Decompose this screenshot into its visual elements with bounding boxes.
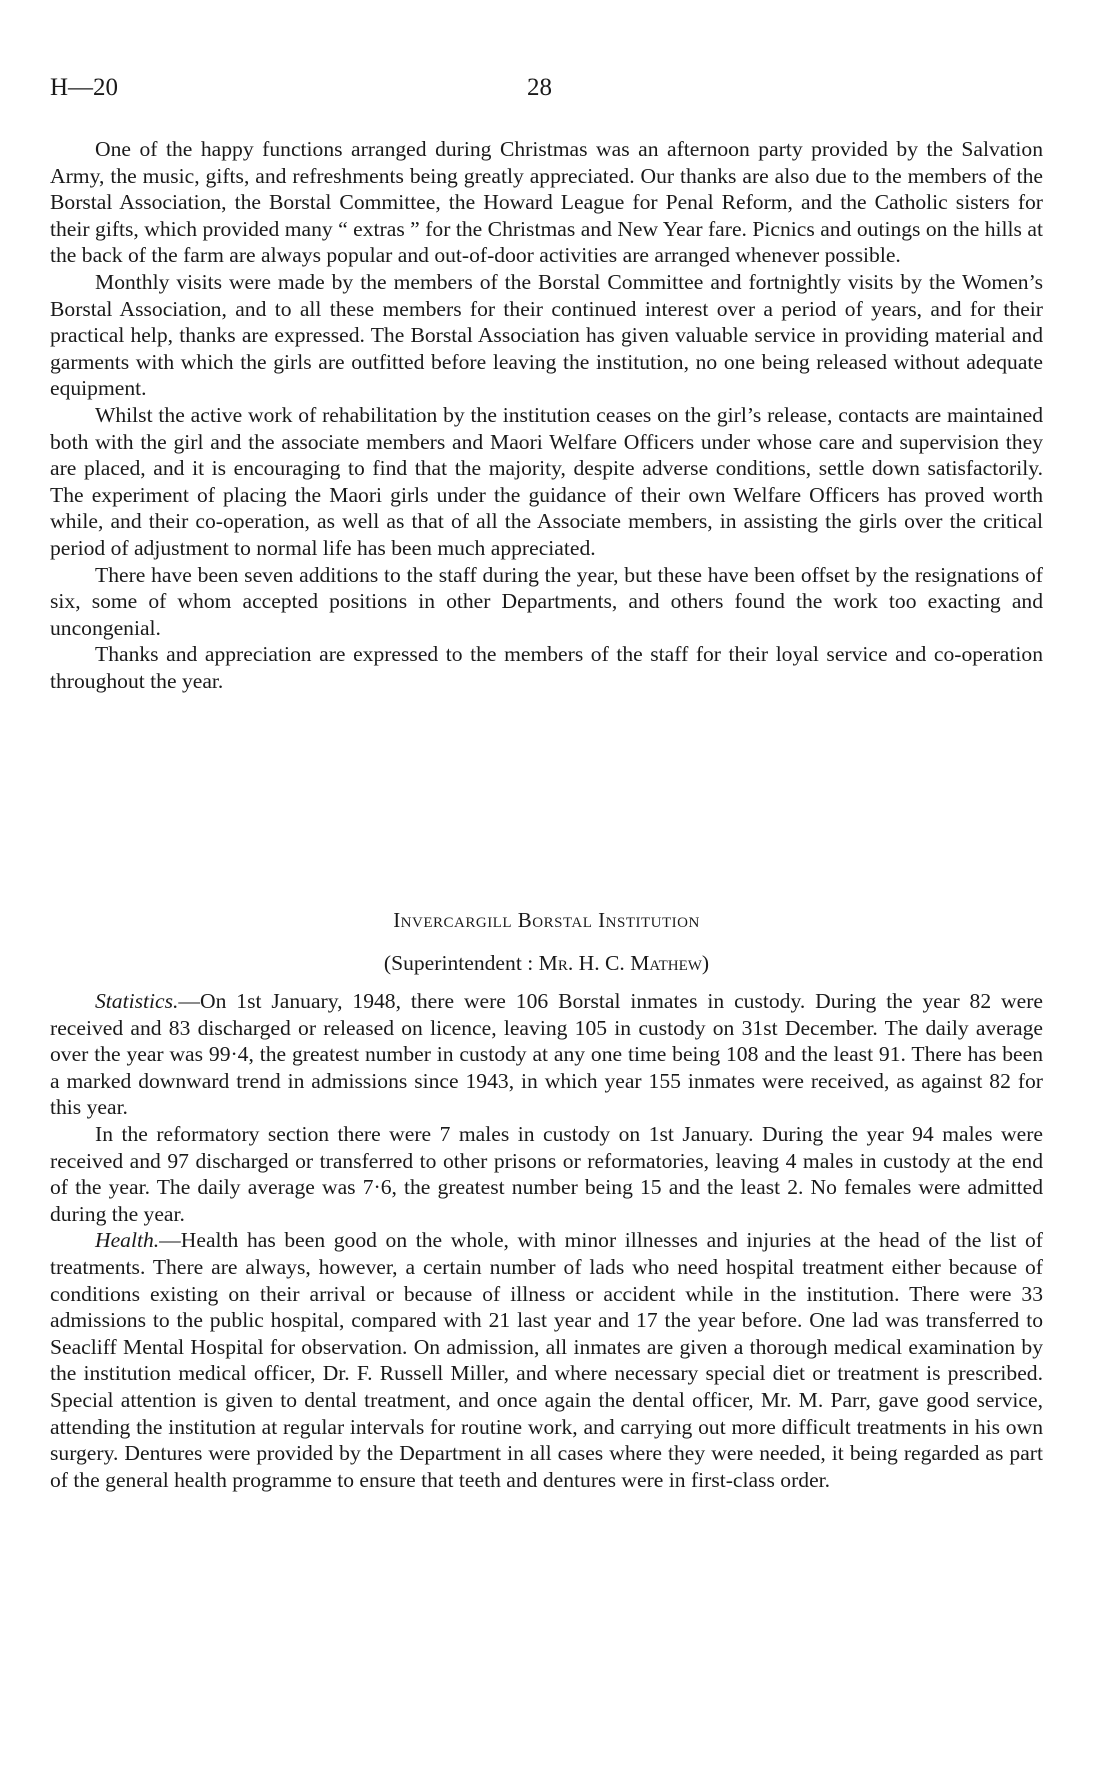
page-number: 28: [527, 74, 552, 101]
paragraph: One of the happy functions arranged during Christmas was an afternoon party provided by the Salvation Army, the music, gifts, and refreshments being greatly appreciated. Our thanks are also due to the members of the Borstal Association, the Borstal Committee, the Howard League for Penal Reform, and the Catholic sisters for their gifts, which provided many “ extras ” for the Christmas and New Year fare. Picnics and outings on the hills at the back of the farm are always popular and out-of-door activities are arranged whenever possible.: [50, 137, 1043, 268]
superintendent-label: (Superintendent :: [383, 951, 539, 975]
paragraph: [50, 1227, 1043, 1493]
body-text-bottom: [50, 988, 1043, 1493]
page-header: [50, 70, 1064, 106]
superintendent-name: Mr. H. C. Mathew: [538, 951, 702, 975]
paragraph: [50, 1121, 1043, 1227]
paragraph: [50, 988, 1043, 1121]
paragraph-text: —On 1st January, 1948, there were 106 Borstal inmates in custody. During the year 82 were received and 83 discharged or released on licence, leaving 105 in custody on 31st December. The daily average over the year was 99·4, the greatest number in custody at any one time being 108 and the least 91. There has been a marked downward trend in admissions since 1943, in which year 155 inmates were received, as against 82 for this year.: [50, 989, 1043, 1120]
run-in-heading: Health.: [95, 1228, 160, 1253]
section-heading: Invercargill Borstal Institution: [393, 908, 700, 932]
subheading-close: ): [701, 951, 710, 975]
paragraph: Thanks and appreciation are expressed to the members of the staff for their loyal service and co-operation throughout the year.: [50, 642, 1043, 693]
paragraph: Whilst the active work of rehabilitation by the institution ceases on the girl’s release, contacts are maintained both with the girl and the associate members and Maori Welfare Officers under whose care and supervision they are placed, and it is encouraging to find that the majority, despite adverse conditions, settle down satisfactorily. The experiment of placing the Maori girls under the guidance of their own Welfare Officers has proved worth while, and their co-operation, as well as that of all the Associate members, in assisting the girls over the critical period of adjustment to normal life has been much appreciated.: [50, 402, 1043, 560]
paragraph-text: In the reformatory section there were 7 males in custody on 1st January. During the year 94 males were received and 97 discharged or transferred to other prisons or reformatories, leaving 4 males in custody at the end of the year. The daily average was 7·6, the greatest number being 15 and the least 2. No females were admitted during the year.: [50, 1121, 1043, 1226]
paragraph: There have been seven additions to the staff during the year, but these have been offset by the resignations of six, some of whom accepted positions in other Departments, and others found the work too exacting and uncongenial.: [50, 562, 1043, 640]
paragraph-text: —Health has been good on the whole, with minor illnesses and injuries at the head of the list of treatments. There are always, however, a certain number of lads who need hospital treatment either because of conditions existing on their arrival or because of illness or accident while in the institution. There were 33 admissions to the public hospital, compared with 21 last year and 17 the year before. One lad was transferred to Seacliff Mental Hospital for observation. On admission, all inmates are given a thorough medical examination by the institution medical officer, Dr. F. Russell Miller, and where necessary special diet or treatment is prescribed. Special attention is given to dental treatment, and once again the dental officer, Mr. M. Parr, gave good service, attending the institution at regular intervals for routine work, and carrying out more difficult treatments in his own surgery. Dentures were provided by the Department in all cases where they were needed, it being regarded as part of the general health programme to ensure that teeth and dentures were in first-class order.: [50, 1228, 1043, 1492]
body-text-top: [50, 136, 1043, 694]
section-subheading: [50, 948, 1043, 978]
paragraph: Monthly visits were made by the members of the Borstal Committee and fortnightly visits by the Women’s Borstal Association, and to all these members for their continued interest over a period of years, and for their practical help, thanks are expressed. The Borstal Association has given valuable service in providing material and garments with which the girls are outfitted before leaving the institution, no one being released without adequate equipment.: [50, 269, 1043, 401]
document-code: H—20: [50, 74, 119, 101]
run-in-heading: Statistics.: [95, 989, 179, 1013]
